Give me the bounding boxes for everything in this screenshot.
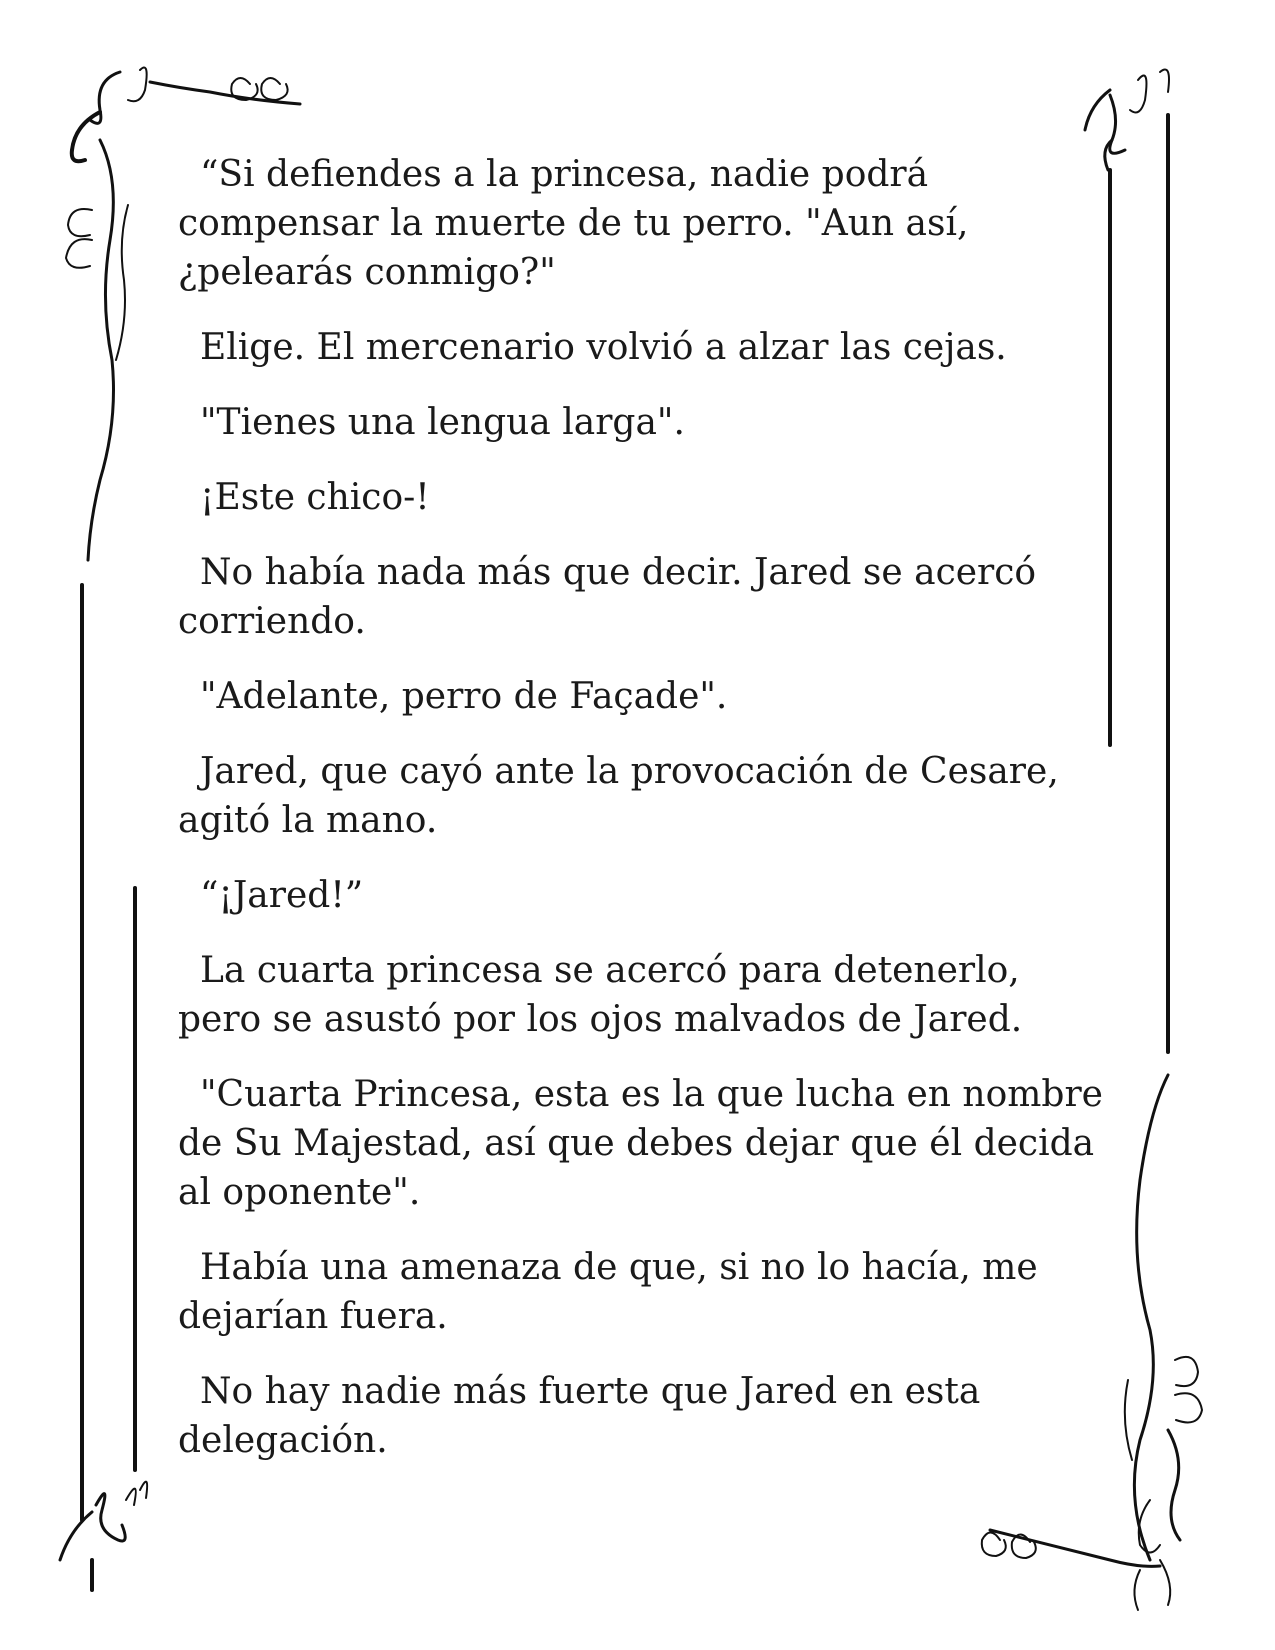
paragraph-9: La cuarta princesa se acercó para detenerlo, pero se asustó por los ojos malvados de Jared. bbox=[178, 950, 1023, 1040]
bottom-left-flourish bbox=[60, 1482, 147, 1590]
paragraph-7: Jared, que cayó ante la provocación de Cesare, agitó la mano. bbox=[178, 751, 1059, 841]
paragraph-10: "Cuarta Princesa, esta es la que lucha en nombre de Su Majestad, así que debes dejar que él decida al oponente". bbox=[178, 1074, 1103, 1213]
paragraph-12: No hay nadie más fuerte que Jared en esta delegación. bbox=[178, 1371, 981, 1461]
paragraph-11: Había una amenaza de que, si no lo hacía, me dejarían fuera. bbox=[178, 1247, 1038, 1337]
paragraph-6: "Adelante, perro de Façade". bbox=[200, 676, 728, 717]
story-text bbox=[178, 150, 1113, 1491]
paragraph-5: No había nada más que decir. Jared se acercó corriendo. bbox=[178, 552, 1037, 642]
paragraph-3: "Tienes una lengua larga". bbox=[200, 402, 685, 443]
paragraph-8: “¡Jared!” bbox=[200, 875, 364, 916]
paragraph-2: Elige. El mercenario volvió a alzar las cejas. bbox=[200, 327, 1007, 368]
paragraph-4: ¡Este chico-! bbox=[200, 477, 430, 518]
paragraph-1: “Si defiendes a la princesa, nadie podrá compensar la muerte de tu perro. "Aun así, ¿pelearás conmigo?" bbox=[178, 154, 969, 293]
